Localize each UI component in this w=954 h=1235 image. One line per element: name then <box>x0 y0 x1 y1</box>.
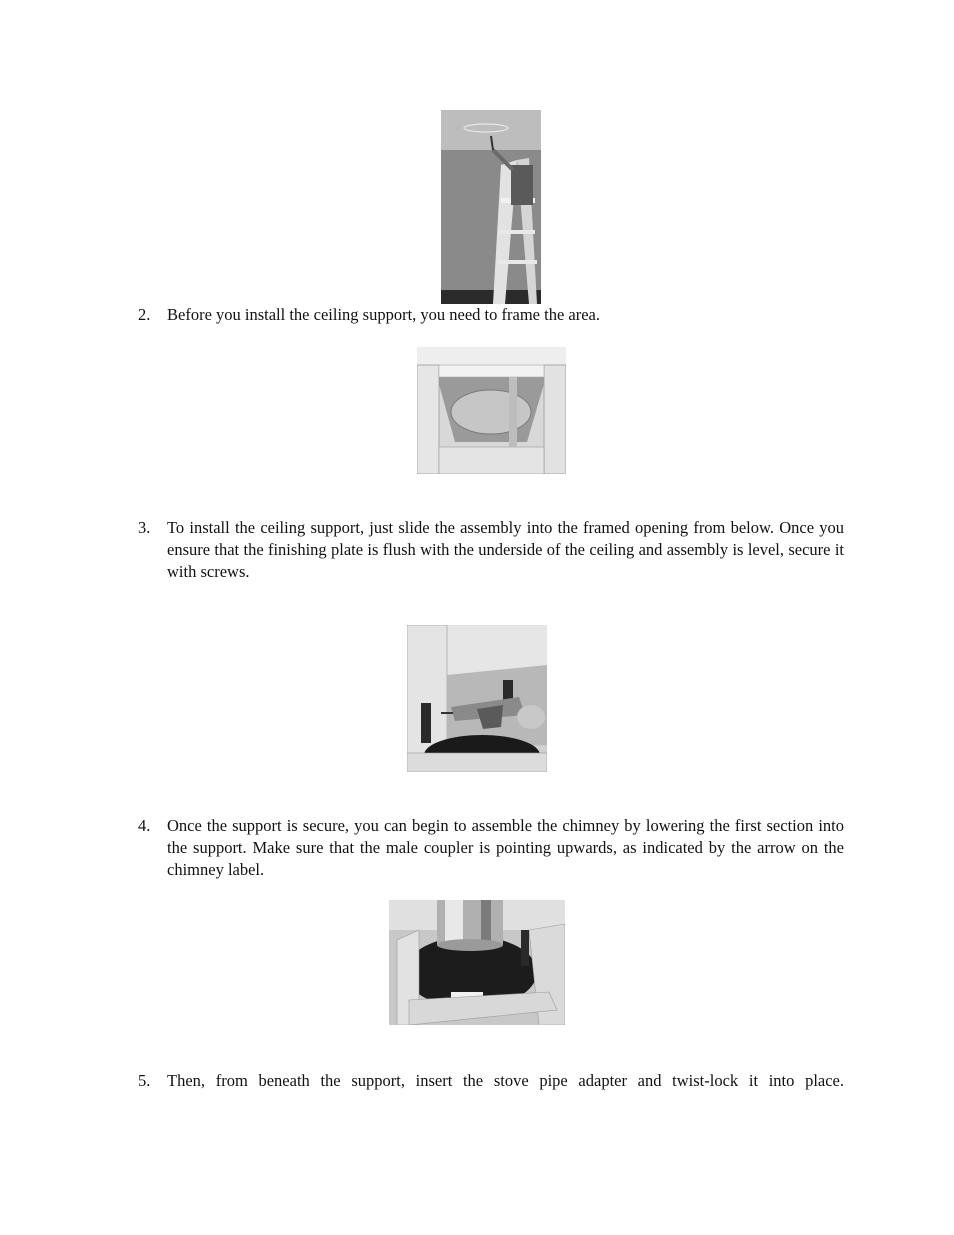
step-text: Before you install the ceiling support, you need to frame the area. <box>167 305 600 324</box>
step-text: Once the support is secure, you can begin to assemble the chimney by lowering the first section into the support. Make sure that the male coupler is pointing upwards, as indicated by the arrow on the chimney label. <box>167 816 844 879</box>
step-2 <box>138 304 844 326</box>
ladder-photo <box>441 110 541 304</box>
step-number: 3. <box>138 518 151 537</box>
framing-photo <box>417 347 566 474</box>
step-number: 4. <box>138 816 151 835</box>
step-3 <box>138 517 844 583</box>
chimney-photo <box>389 900 565 1025</box>
step-4 <box>138 815 844 881</box>
step-text: To install the ceiling support, just slide the assembly into the framed opening from below. Once you ensure that the finishing plate is flush with the underside of the ceiling and assembly is level, secure it with screws. <box>167 518 844 581</box>
step-5 <box>138 1070 844 1092</box>
drilling-photo <box>407 625 547 772</box>
step-number: 5. <box>138 1071 151 1090</box>
step-text: Then, from beneath the support, insert the stove pipe adapter and twist-lock it into place. <box>167 1071 844 1090</box>
step-number: 2. <box>138 305 151 324</box>
